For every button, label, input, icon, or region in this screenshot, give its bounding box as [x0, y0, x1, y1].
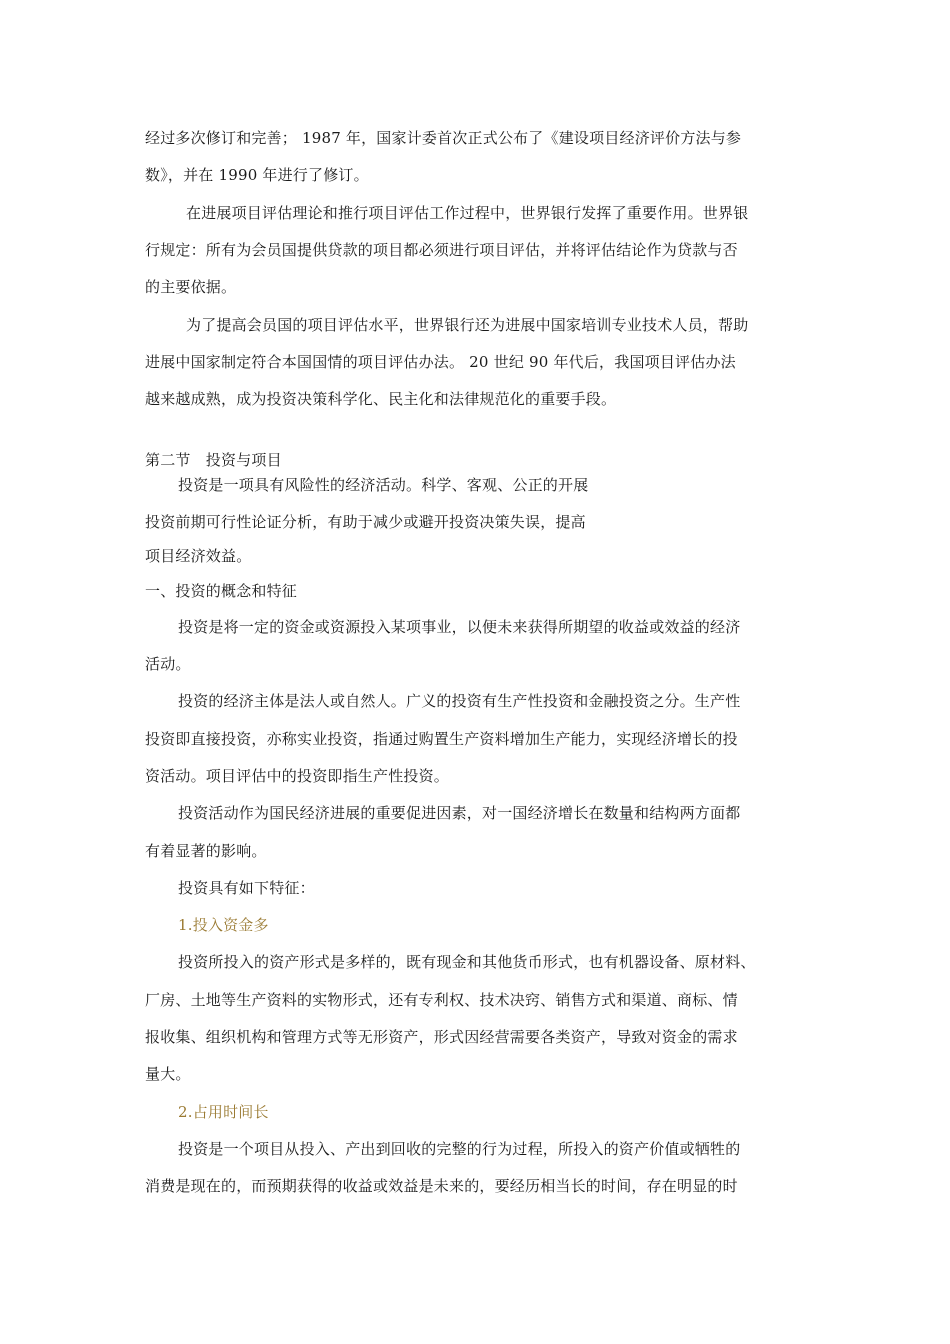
paragraph-5-line-1: 投资是将一定的资金或资源投入某项事业，以便未来获得所期望的收益或效益的经济: [178, 618, 741, 636]
paragraph-3-line-1: 为了提高会员国的项目评估水平，世界银行还为进展中国家培训专业技术人员，帮助: [186, 316, 749, 334]
paragraph-2-line-2: 行规定：所有为会员国提供贷款的项目都必须进行项目评估，并将评估结论作为贷款与否: [145, 241, 738, 259]
paragraph-9-line-2: 厂房、土地等生产资料的实物形式，还有专利权、技术决窍、销售方式和渠道、商标、情: [145, 991, 738, 1009]
paragraph-8-line-1: 投资具有如下特征：: [178, 879, 315, 897]
paragraph-3-line-2: 进展中国家制定符合本国国情的项目评估办法。 20 世纪 90 年代后，我国项目评估办法: [145, 353, 736, 371]
paragraph-10-line-2: 消费是现在的，而预期获得的收益或效益是未来的，要经历相当长的时间，存在明显的时: [145, 1177, 738, 1195]
paragraph-3-line-3: 越来越成熟，成为投资决策科学化、民主化和法律规范化的重要手段。: [145, 390, 617, 408]
feature-2-title: 2.占用时间长: [178, 1103, 269, 1121]
feature-1-title: 1.投入资金多: [178, 916, 269, 934]
paragraph-4-line-1: 投资是一项具有风险性的经济活动。科学、客观、公正的开展: [178, 476, 589, 494]
paragraph-1-line-2: 数》，并在 1990 年进行了修订。: [145, 166, 369, 184]
paragraph-7-line-2: 有着显著的影响。: [145, 842, 267, 860]
paragraph-9-line-3: 报收集、组织机构和管理方式等无形资产，形式因经营需要各类资产，导致对资金的需求: [145, 1028, 738, 1046]
paragraph-4-line-2: 投资前期可行性论证分析，有助于减少或避开投资决策失误，提高: [145, 513, 586, 531]
paragraph-2-line-1: 在进展项目评估理论和推行项目评估工作过程中，世界银行发挥了重要作用。世界银: [186, 204, 749, 222]
paragraph-10-line-1: 投资是一个项目从投入、产出到回收的完整的行为过程，所投入的资产价值或牺牲的: [178, 1140, 741, 1158]
paragraph-6-line-3: 资活动。项目评估中的投资即指生产性投资。: [145, 767, 450, 785]
paragraph-4-line-3: 项目经济效益。: [145, 547, 252, 565]
paragraph-5-line-2: 活动。: [145, 655, 191, 673]
paragraph-7-line-1: 投资活动作为国民经济进展的重要促进因素，对一国经济增长在数量和结构两方面都: [178, 804, 741, 822]
subsection-title: 一、投资的概念和特征: [145, 582, 298, 600]
paragraph-9-line-4: 量大。: [145, 1065, 191, 1083]
paragraph-1-line-1: 经过多次修订和完善； 1987 年，国家计委首次正式公布了《建设项目经济评价方法与参: [145, 129, 742, 147]
section-title: 第二节 投资与项目: [145, 451, 282, 469]
paragraph-2-line-3: 的主要依据。: [145, 278, 237, 296]
paragraph-6-line-1: 投资的经济主体是法人或自然人。广义的投资有生产性投资和金融投资之分。生产性: [178, 692, 741, 710]
paragraph-9-line-1: 投资所投入的资产形式是多样的，既有现金和其他货币形式，也有机器设备、原材料、: [178, 953, 756, 971]
paragraph-6-line-2: 投资即直接投资，亦称实业投资，指通过购置生产资料增加生产能力，实现经济增长的投: [145, 730, 738, 748]
